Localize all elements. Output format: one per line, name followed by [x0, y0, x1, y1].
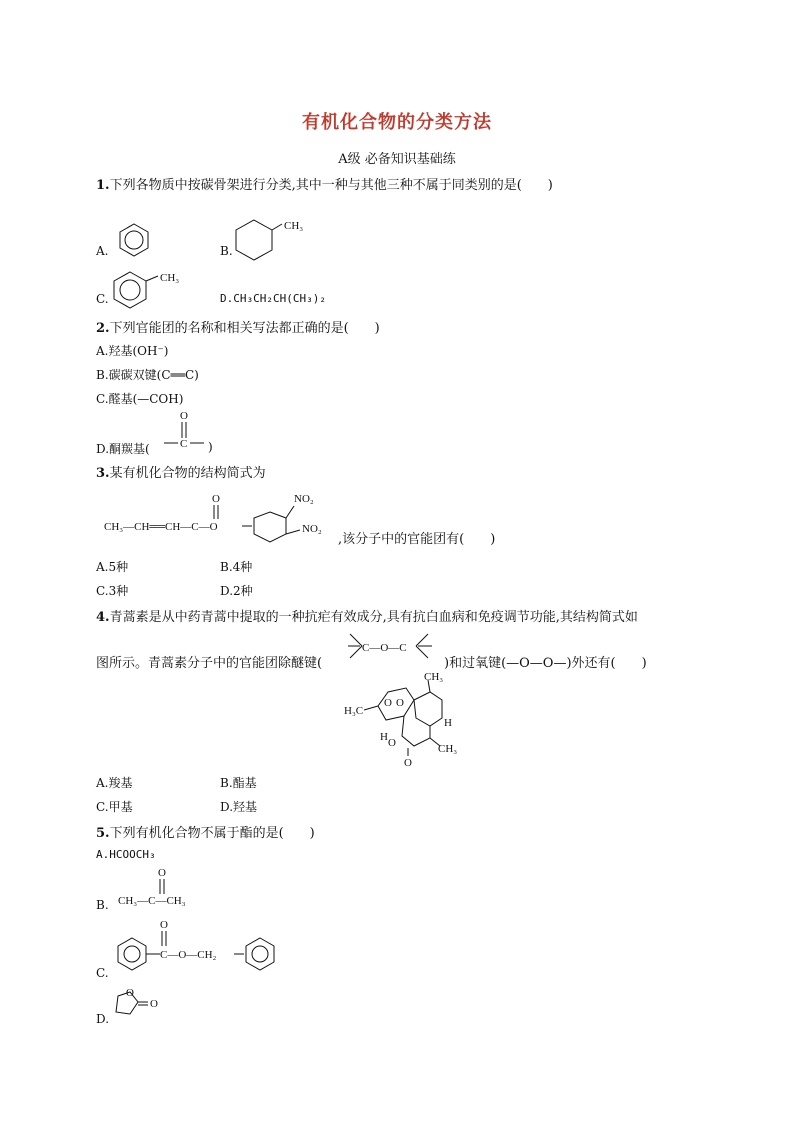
ring-oxygen: O: [126, 987, 134, 999]
question-1: [96, 174, 553, 193]
ring-oxygen: O: [388, 737, 396, 749]
acetone-structure: [118, 866, 218, 910]
h-right: H: [444, 717, 452, 729]
option-b-text: B.碳碳双键(C══C): [96, 368, 199, 382]
option-d-label: D.: [96, 1012, 110, 1026]
question-number: 3.: [96, 466, 110, 481]
methylcyclohexane-structure: [236, 216, 326, 264]
ester-chain: C—O—CH₂: [160, 949, 217, 961]
ch3-label: CH₃: [284, 220, 304, 232]
peroxide-o2: O: [396, 697, 404, 709]
option-b-text: B.酯基: [220, 776, 257, 790]
option-c-label: C.: [96, 292, 109, 306]
option-b-text: B.4种: [220, 560, 253, 574]
question-number: 2.: [96, 321, 110, 336]
question-text: 青蒿素是从中药青蒿中提取的一种抗疟有效成分,具有抗白血病和免疫调节功能,其结构简式如: [109, 610, 638, 625]
option-b-label: B.: [96, 898, 109, 912]
benzene-structure: [118, 222, 158, 262]
option-a-text: A.羧基: [96, 776, 133, 790]
question-number: 1.: [96, 178, 110, 193]
carbonyl-oxygen: O: [150, 998, 158, 1010]
option-d-text: D.羟基: [220, 800, 258, 814]
option-d-text: D.CH₃CH₂CH(CH₃)₂: [220, 292, 326, 305]
question-text: 下列官能团的名称和相关写法都正确的是( ): [109, 321, 380, 336]
acetone-formula: CH₃—C—CH₃: [118, 895, 186, 907]
formula-prefix: CH₃—CH══CH—C—O: [104, 521, 218, 533]
option-a-text: A.5种: [96, 560, 129, 574]
question-number: 4.: [96, 610, 110, 625]
nitro-label-side: NO₂: [302, 523, 322, 535]
option-d-prefix: D.酮羰基(: [96, 442, 150, 456]
h3c-label: H₃C: [344, 705, 364, 717]
benzyl-benzoate-structure: [116, 916, 286, 976]
ch3-top: CH₃: [424, 671, 444, 683]
option-b-label: B.: [220, 244, 233, 258]
ch3-label: CH₃: [160, 272, 180, 284]
peroxide-o1: O: [384, 697, 392, 709]
question-4: [96, 606, 638, 625]
question-3: [96, 462, 266, 481]
ether-formula: C—O—C: [362, 642, 407, 654]
carbon-label: C: [180, 438, 188, 450]
lactone-oxygen: O: [404, 757, 412, 769]
oxygen-label: O: [180, 410, 188, 422]
question-text: 下列有机化合物不属于酯的是( ): [109, 826, 315, 841]
question-4-line2a: 图所示。青蒿素分子中的官能团除醚键(: [96, 656, 323, 671]
option-c-text: C.甲基: [96, 800, 133, 814]
toluene-structure: [114, 266, 204, 310]
section-heading: A级 必备知识基础练: [338, 152, 456, 167]
document-title: 有机化合物的分类方法: [302, 112, 492, 133]
question-5: [96, 822, 315, 841]
nitro-label-top: NO₂: [294, 493, 314, 505]
ketone-carbonyl-structure: [160, 408, 210, 452]
carbonyl-oxygen: O: [158, 867, 166, 879]
option-d-suffix: ): [208, 440, 213, 454]
question-text: 下列各物质中按碳骨架进行分类,其中一种与其他三种不属于同类别的是( ): [109, 178, 553, 193]
option-a-label: A.: [96, 244, 109, 258]
ether-bond-structure: [342, 628, 438, 668]
question-4-line2b: )和过氧键(—O—O—)外还有( ): [444, 656, 647, 671]
option-a-text: A.羟基(OH⁻): [96, 344, 169, 358]
option-d-text: D.2种: [220, 584, 253, 598]
carbonyl-oxygen: O: [160, 919, 168, 931]
lactone-structure: [108, 986, 168, 1022]
question-3-tail: ,该分子中的官能团有( ): [338, 532, 496, 547]
question-2: [96, 317, 380, 336]
option-c-text: C.3种: [96, 584, 129, 598]
artemisinin-structure: [344, 671, 464, 769]
question-text: 某有机化合物的结构简式为: [109, 466, 266, 481]
question-number: 5.: [96, 826, 110, 841]
ch3-bottom: CH₃: [438, 743, 458, 755]
option-c-label: C.: [96, 966, 109, 980]
h-left: H: [380, 731, 388, 743]
option-c-text: C.醛基(—COH): [96, 392, 184, 406]
ester-nitro-structure: [104, 486, 344, 550]
carbonyl-oxygen: O: [212, 493, 220, 505]
option-a-text: A.HCOOCH₃: [96, 848, 156, 861]
